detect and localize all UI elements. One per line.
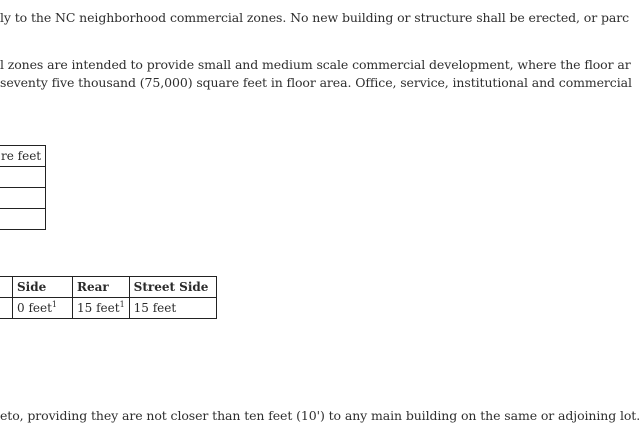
- table-cell-side: [13, 298, 73, 319]
- table-header-row: [0, 146, 46, 167]
- table-header-cell: re feet: [0, 146, 46, 167]
- paragraph-purpose-line-2: seventy five thousand (75,000) square feet in floor area. Office, service, institutional and commercial: [0, 75, 632, 90]
- area-requirements-table: [0, 145, 46, 230]
- footnote-marker: 1: [51, 300, 58, 309]
- table-row: [0, 298, 216, 319]
- setback-table: [0, 276, 217, 319]
- rear-value: 15 feet: [77, 301, 120, 315]
- table-header-street-side: Street Side: [129, 277, 216, 298]
- footnote-marker: 1: [119, 300, 125, 309]
- table-cell: [0, 209, 46, 230]
- side-value: 0 feet: [17, 301, 52, 315]
- table-cell: [0, 167, 46, 188]
- table-cell-street-side: 15 feet: [129, 298, 216, 319]
- paragraph-accessory-line: eto, providing they are not closer than ten feet (10') to any main building on the same or adjoining lot.: [0, 408, 640, 423]
- table-cell-rear: [73, 298, 130, 319]
- table-row: [0, 188, 46, 209]
- table-row: [0, 209, 46, 230]
- table-row: [0, 167, 46, 188]
- table-header-cell: [0, 277, 13, 298]
- table-header-row: [0, 277, 216, 298]
- paragraph-purpose-line-1: l zones are intended to provide small and medium scale commercial development, where the floor ar: [0, 57, 631, 72]
- table-cell: [0, 188, 46, 209]
- table-header-rear: Rear: [73, 277, 130, 298]
- table-cell: [0, 298, 13, 319]
- paragraph-intro-line: ly to the NC neighborhood commercial zones. No new building or structure shall be erected, or parc: [0, 10, 629, 25]
- table-header-side: Side: [13, 277, 73, 298]
